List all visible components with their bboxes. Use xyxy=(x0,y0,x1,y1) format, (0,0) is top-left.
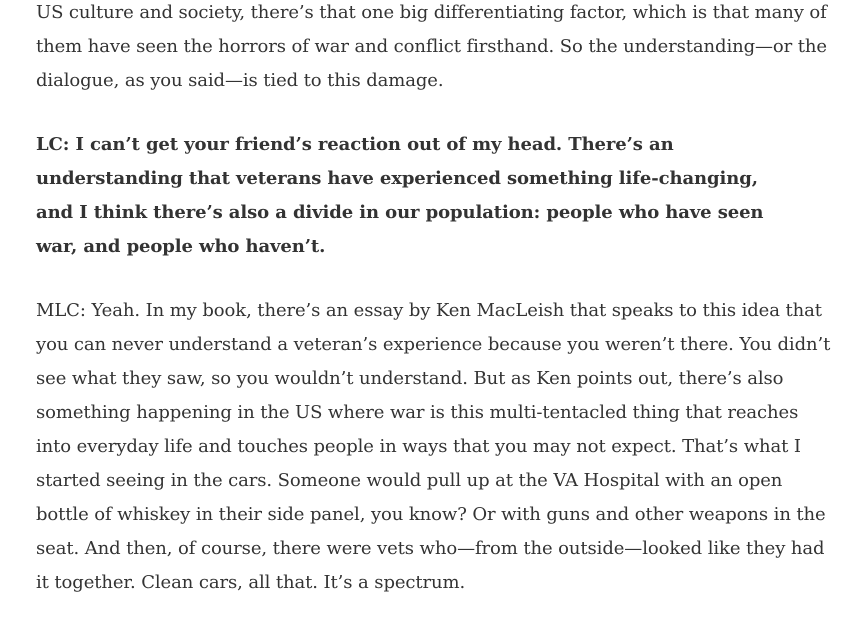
text-line: war, and people who haven’t. xyxy=(36,236,326,257)
text-line: something happening in the US where war is this multi-tentacled thing that reaches xyxy=(36,402,799,423)
text-line: MLC: Yeah. In my book, there’s an essay by Ken MacLeish that speaks to this idea that xyxy=(36,300,822,321)
paragraph xyxy=(36,128,800,264)
text-line: LC: I can’t get your friend’s reaction out of my head. There’s an xyxy=(36,134,674,155)
article-body xyxy=(36,0,831,600)
text-line: bottle of whiskey in their side panel, you know? Or with guns and other weapons in the xyxy=(36,504,826,525)
text-line: them have seen the horrors of war and conflict firsthand. So the understanding—or the xyxy=(36,36,827,57)
text-line: you can never understand a veteran’s experience because you weren’t there. You didn’t xyxy=(36,334,831,355)
text-line: started seeing in the cars. Someone would pull up at the VA Hospital with an open xyxy=(36,470,783,491)
paragraph xyxy=(36,294,831,600)
text-line: into everyday life and touches people in ways that you may not expect. That’s what I xyxy=(36,436,801,457)
paragraph xyxy=(36,0,827,98)
text-line: it together. Clean cars, all that. It’s a spectrum. xyxy=(36,572,466,593)
text-line: US culture and society, there’s that one big differentiating factor, which is that many of xyxy=(36,2,827,23)
text-line: understanding that veterans have experienced something life-changing, xyxy=(36,168,758,189)
text-line: dialogue, as you said—is tied to this damage. xyxy=(36,70,444,91)
text-line: seat. And then, of course, there were vets who—from the outside—looked like they had xyxy=(36,538,825,559)
text-line: see what they saw, so you wouldn’t understand. But as Ken points out, there’s also xyxy=(36,368,784,389)
text-line: and I think there’s also a divide in our population: people who have seen xyxy=(36,202,764,223)
